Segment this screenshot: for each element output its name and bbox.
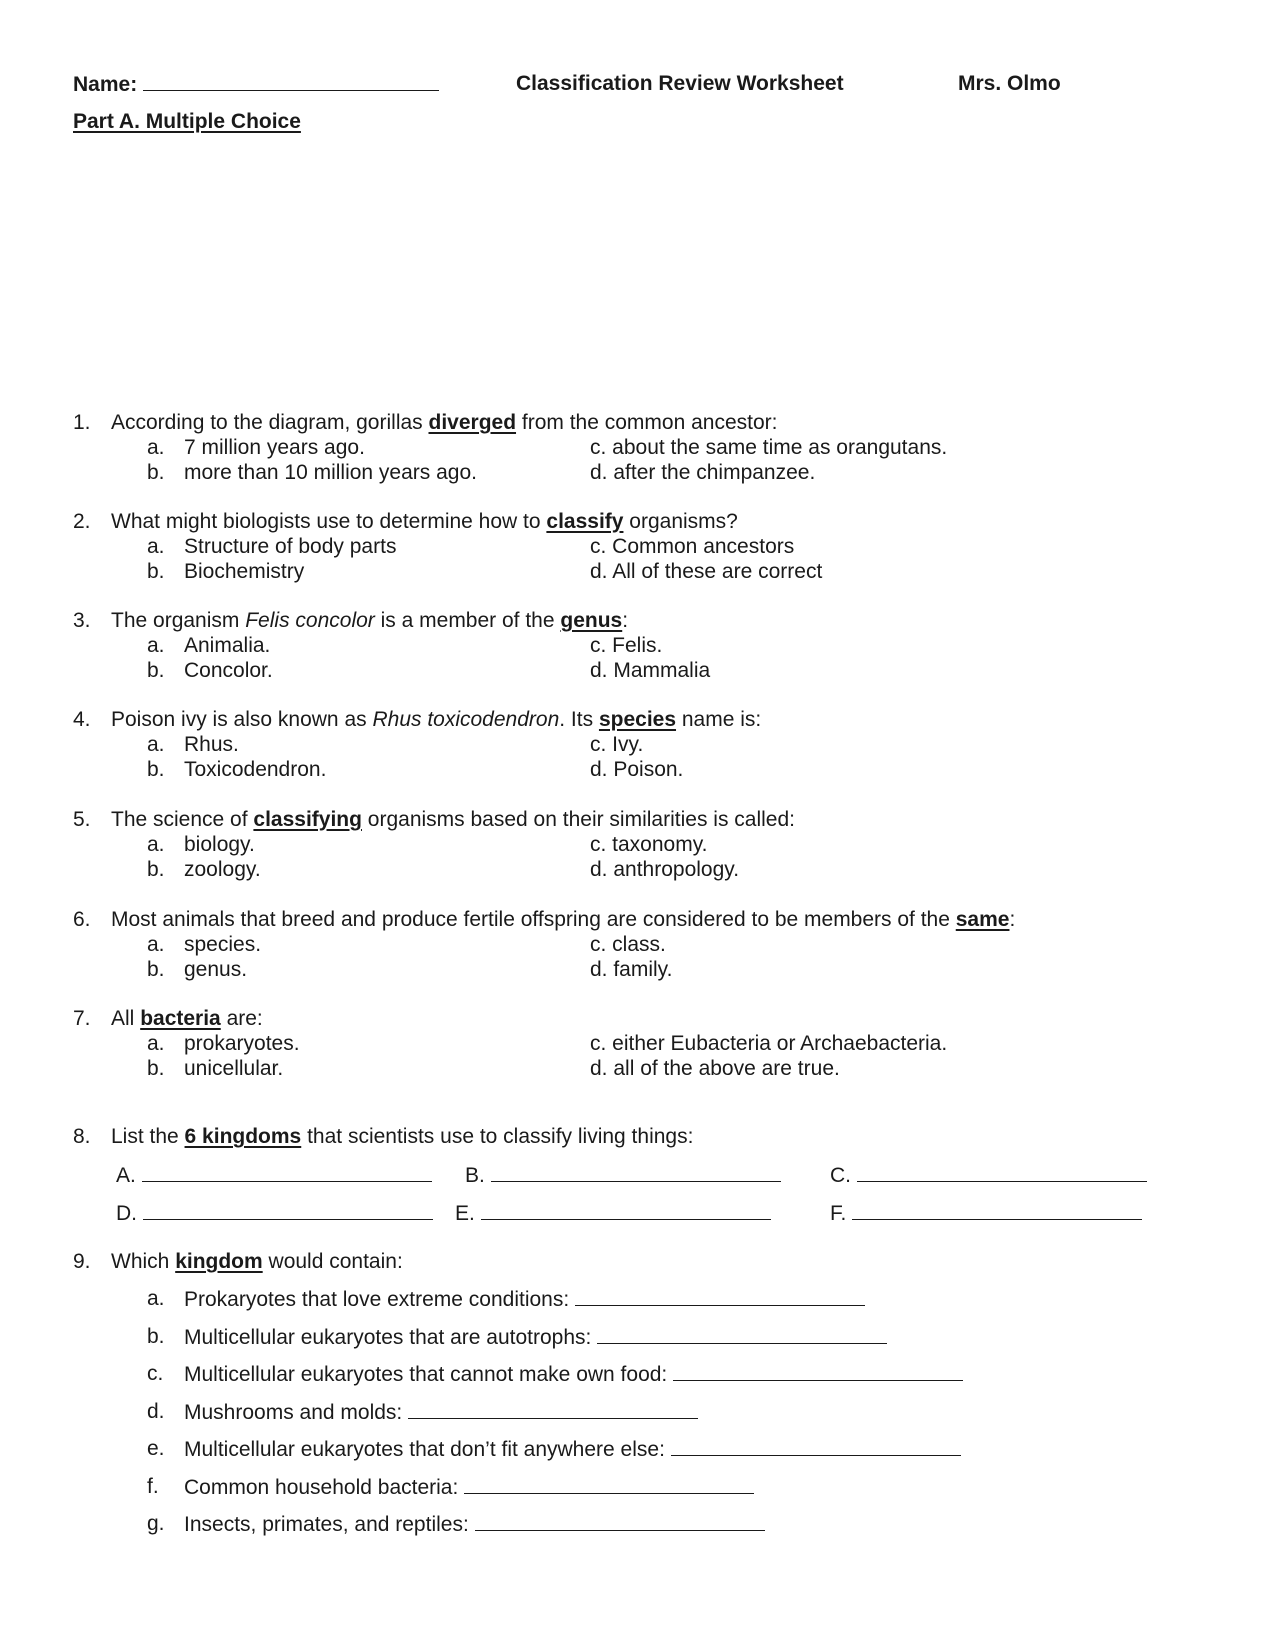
question-stem: The organism Felis concolor is a member of the genus: (111, 609, 629, 632)
option-b[interactable]: Toxicodendron. (184, 758, 327, 781)
question-stem: According to the diagram, gorillas diverged from the common ancestor: (111, 411, 778, 434)
option-d[interactable]: d. Mammalia (590, 659, 711, 682)
option-c[interactable]: c. Common ancestors (590, 535, 795, 558)
option-d[interactable]: d. all of the above are true. (590, 1057, 840, 1080)
option-a[interactable]: biology. (184, 833, 255, 856)
option-c[interactable]: c. taxonomy. (590, 833, 708, 856)
option-a[interactable]: 7 million years ago. (184, 436, 365, 459)
option-b[interactable]: more than 10 million years ago. (184, 461, 477, 484)
key-term: 6 kingdoms (184, 1125, 302, 1148)
item-letter: f. (147, 1474, 159, 1498)
answer-blank[interactable] (464, 1475, 754, 1494)
option-b-letter[interactable]: b. (147, 461, 165, 484)
question-stem: What might biologists use to determine how to classify organisms? (111, 510, 738, 533)
question-number: 1. (73, 411, 91, 434)
item-letter: d. (147, 1399, 165, 1423)
teacher-name: Mrs. Olmo (958, 72, 1061, 95)
option-a[interactable]: Structure of body parts (184, 535, 397, 558)
question-stem: The science of classifying organisms based on their similarities is called: (111, 808, 795, 831)
question-stem: Which kingdom would contain: (111, 1250, 403, 1273)
item-letter: a. (147, 1287, 165, 1310)
option-c[interactable]: c. about the same time as orangutans. (590, 436, 948, 459)
answer-blank[interactable] (575, 1287, 865, 1306)
option-d[interactable]: d. Poison. (590, 758, 684, 781)
option-d[interactable]: d. All of these are correct (590, 560, 823, 583)
kingdom-blank-e[interactable]: E. (455, 1201, 771, 1226)
option-c[interactable]: c. either Eubacteria or Archaebacteria. (590, 1032, 948, 1055)
option-c[interactable]: c. class. (590, 933, 666, 956)
part-heading: Part A. Multiple Choice (73, 110, 301, 133)
option-d[interactable]: d. after the chimpanzee. (590, 461, 816, 484)
item-letter: g. (147, 1512, 165, 1535)
option-b-letter[interactable]: b. (147, 758, 165, 781)
key-term: genus (560, 609, 623, 632)
answer-blank[interactable] (671, 1437, 961, 1456)
key-term: species (598, 708, 677, 731)
option-a-letter[interactable]: a. (147, 436, 165, 459)
key-term: same (955, 908, 1010, 931)
item-answer-field[interactable] (184, 1512, 765, 1537)
question-stem: List the 6 kingdoms that scientists use to classify living things: (111, 1125, 694, 1148)
option-a[interactable]: Rhus. (184, 733, 239, 756)
item-answer-field[interactable] (184, 1400, 698, 1425)
question-number: 7. (73, 1007, 91, 1030)
option-a-letter[interactable]: a. (147, 833, 165, 856)
option-a[interactable]: prokaryotes. (184, 1032, 300, 1055)
item-text: Insects, primates, and reptiles: (184, 1513, 469, 1536)
key-term: kingdom (175, 1250, 263, 1273)
name-blank[interactable] (143, 72, 439, 91)
option-a-letter[interactable]: a. (147, 933, 165, 956)
scientific-name: Felis concolor (245, 609, 375, 632)
kingdom-blank-c[interactable]: C. (830, 1163, 1147, 1188)
scientific-name: Rhus toxicodendron (372, 708, 560, 731)
item-answer-field[interactable] (184, 1325, 887, 1350)
answer-blank[interactable] (673, 1362, 963, 1381)
option-b-letter[interactable]: b. (147, 958, 165, 981)
answer-blank[interactable] (597, 1325, 887, 1344)
question-number: 9. (73, 1250, 91, 1273)
option-a[interactable]: Animalia. (184, 634, 271, 657)
question-stem: Poison ivy is also known as Rhus toxicodendron. Its species name is: (111, 708, 762, 731)
item-text: Multicellular eukaryotes that don’t fit anywhere else: (184, 1438, 665, 1461)
item-answer-field[interactable] (184, 1475, 754, 1500)
name-field[interactable] (73, 72, 439, 97)
option-a-letter[interactable]: a. (147, 535, 165, 558)
item-answer-field[interactable] (184, 1287, 865, 1312)
item-letter: c. (147, 1362, 164, 1385)
question-number: 8. (73, 1125, 91, 1148)
question-number: 2. (73, 510, 91, 533)
kingdom-blank-a[interactable]: A. (116, 1163, 432, 1188)
item-text: Mushrooms and molds: (184, 1400, 403, 1424)
item-text: Multicellular eukaryotes that cannot make own food: (184, 1363, 668, 1386)
option-d[interactable]: d. anthropology. (590, 858, 740, 881)
key-term: diverged (428, 411, 517, 434)
option-b-letter[interactable]: b. (147, 659, 165, 682)
option-b[interactable]: unicellular. (184, 1057, 284, 1080)
option-b[interactable]: zoology. (184, 858, 261, 881)
item-answer-field[interactable] (184, 1362, 963, 1387)
question-number: 3. (73, 609, 91, 632)
kingdom-blank-b[interactable]: B. (465, 1163, 781, 1188)
item-text: Multicellular eukaryotes that are autotrophs: (184, 1325, 592, 1349)
worksheet-title: Classification Review Worksheet (516, 72, 844, 95)
option-a[interactable]: species. (184, 933, 262, 956)
answer-blank[interactable] (475, 1512, 765, 1531)
option-c[interactable]: c. Ivy. (590, 733, 644, 756)
item-letter: e. (147, 1437, 165, 1460)
item-text: Prokaryotes that love extreme conditions: (184, 1288, 570, 1311)
option-b[interactable]: Concolor. (184, 659, 273, 682)
option-b-letter[interactable]: b. (147, 560, 165, 583)
item-letter: b. (147, 1324, 165, 1348)
option-a-letter[interactable]: a. (147, 733, 165, 756)
kingdom-blank-f[interactable]: F. (830, 1201, 1142, 1226)
item-text: Common household bacteria: (184, 1475, 459, 1499)
name-label: Name: (73, 73, 138, 96)
key-term: classifying (253, 808, 362, 831)
option-c[interactable]: c. Felis. (590, 634, 663, 657)
question-stem: Most animals that breed and produce fertile offspring are considered to be members of the same: (111, 908, 1016, 931)
option-a-letter[interactable]: a. (147, 1032, 165, 1055)
question-stem: All bacteria are: (111, 1007, 263, 1030)
question-number: 4. (73, 708, 91, 731)
question-number: 6. (73, 908, 91, 931)
answer-blank[interactable] (408, 1400, 698, 1419)
option-a-letter[interactable]: a. (147, 634, 165, 657)
option-b-letter[interactable]: b. (147, 1057, 165, 1080)
option-b[interactable]: genus. (184, 958, 248, 981)
option-d[interactable]: d. family. (590, 958, 673, 981)
question-number: 5. (73, 808, 91, 831)
key-term: classify (546, 510, 624, 533)
option-b-letter[interactable]: b. (147, 858, 165, 881)
item-answer-field[interactable] (184, 1437, 961, 1462)
option-b[interactable]: Biochemistry (184, 560, 305, 583)
key-term: bacteria (140, 1007, 221, 1030)
kingdom-blank-d[interactable]: D. (116, 1201, 433, 1226)
